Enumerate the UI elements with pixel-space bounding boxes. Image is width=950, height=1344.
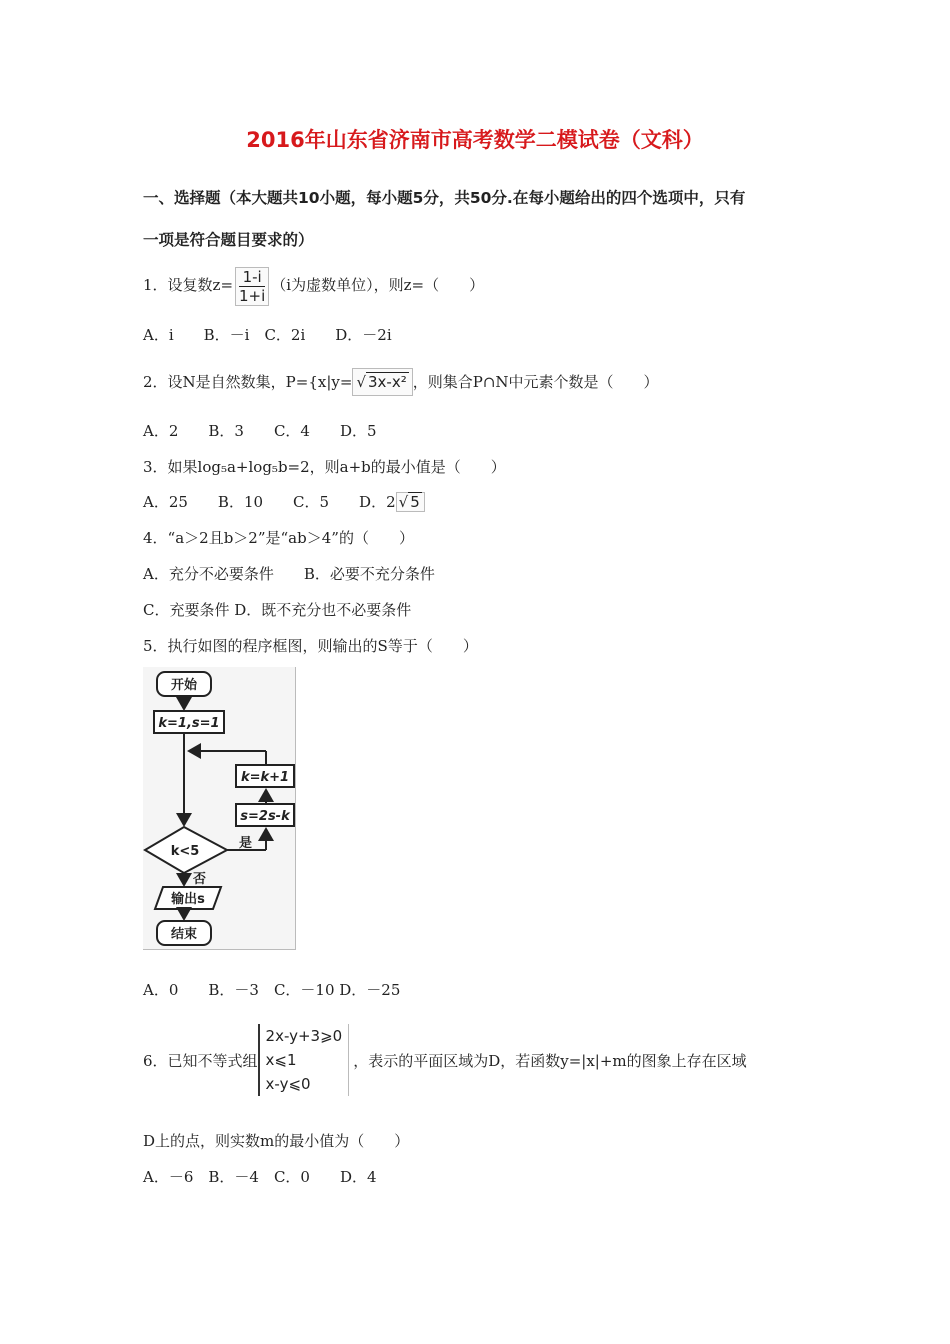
flow-output-label: 输出s [171, 892, 205, 907]
flow-increment-label: k=k+1 [240, 770, 290, 785]
question-3-options [143, 491, 425, 512]
fraction-denominator: 1+i [239, 286, 266, 305]
flow-start-label: 开始 [170, 678, 198, 693]
inequality-system [258, 1024, 350, 1096]
question-4-options-line2: C．充要条件 D．既不充分也不必要条件 [143, 601, 412, 619]
question-1-suffix: （i为虚数单位），则z=（ ） [271, 276, 485, 294]
inequality-1: 2x-y+3⩾0 [265, 1027, 343, 1045]
flow-update-label: s=2s-k [240, 809, 290, 824]
question-4: 4．“a＞2且b＞2”是“ab＞4”的（ ） [143, 529, 414, 547]
question-6-suffix: ，表示的平面区域为D，若函数y=|x|+m的图象上存在区域 [353, 1051, 747, 1070]
section-heading-line1: 一、选择题（本大题共10小题，每小题5分，共50分.在每小题给出的四个选项中，只有 [143, 189, 746, 207]
flow-decision-label: k<5 [170, 844, 200, 859]
inequality-3: x-y⩽0 [265, 1075, 311, 1093]
question-6 [143, 1020, 747, 1100]
question-6-options: A．－6 B．－4 C．0 D．4 [143, 1168, 377, 1186]
question-5: 5．执行如图的程序框图，则输出的S等于（ ） [143, 637, 478, 655]
flow-end-label: 结束 [170, 927, 198, 942]
question-1-options: A．i B．－i C．2i D．－2i [143, 326, 392, 344]
question-6-prefix: 6．已知不等式组 [143, 1051, 258, 1070]
question-3: 3．如果log₅a+log₅b=2，则a+b的最小值是（ ） [143, 458, 506, 476]
question-2-suffix: ，则集合P∩N中元素个数是（ ） [412, 373, 659, 391]
sqrt-radicand: 3x-x² [368, 373, 407, 391]
sqrt-expression: √ 3x-x² [352, 368, 412, 396]
sqrt-five: √ 5 [396, 492, 425, 512]
question-2-prefix: 2．设N是自然数集，P={x|y= [143, 373, 353, 391]
question-1-prefix: 1．设复数z= [143, 276, 234, 294]
flow-no-label: 否 [193, 872, 207, 887]
question-4-options-line1: A．充分不必要条件 B．必要不充分条件 [143, 565, 435, 583]
inequality-2: x⩽1 [265, 1051, 297, 1069]
fraction-numerator: 1-i [239, 268, 265, 287]
page-title: 2016年山东省济南市高考数学二模试卷（文科） [246, 128, 704, 152]
question-2-options: A．2 B．3 C．4 D．5 [143, 422, 377, 440]
question-2 [143, 368, 659, 396]
question-1 [143, 264, 484, 306]
flow-init-label: k=1,s=1 [158, 716, 220, 731]
sqrt-radicand: 5 [410, 493, 420, 511]
flow-yes-label: 是 [239, 836, 253, 851]
flowchart-svg [143, 667, 295, 949]
question-3-options-text: A．25 B．10 C．5 D．2 [143, 493, 396, 511]
complex-fraction [235, 267, 269, 306]
section-heading-line2: 一项是符合题目要求的） [143, 231, 314, 249]
question-6-line2: D上的点，则实数m的最小值为（ ） [143, 1132, 410, 1150]
flowchart-figure [143, 667, 296, 950]
question-5-options: A．0 B．－3 C．－10 D．－25 [143, 981, 401, 999]
